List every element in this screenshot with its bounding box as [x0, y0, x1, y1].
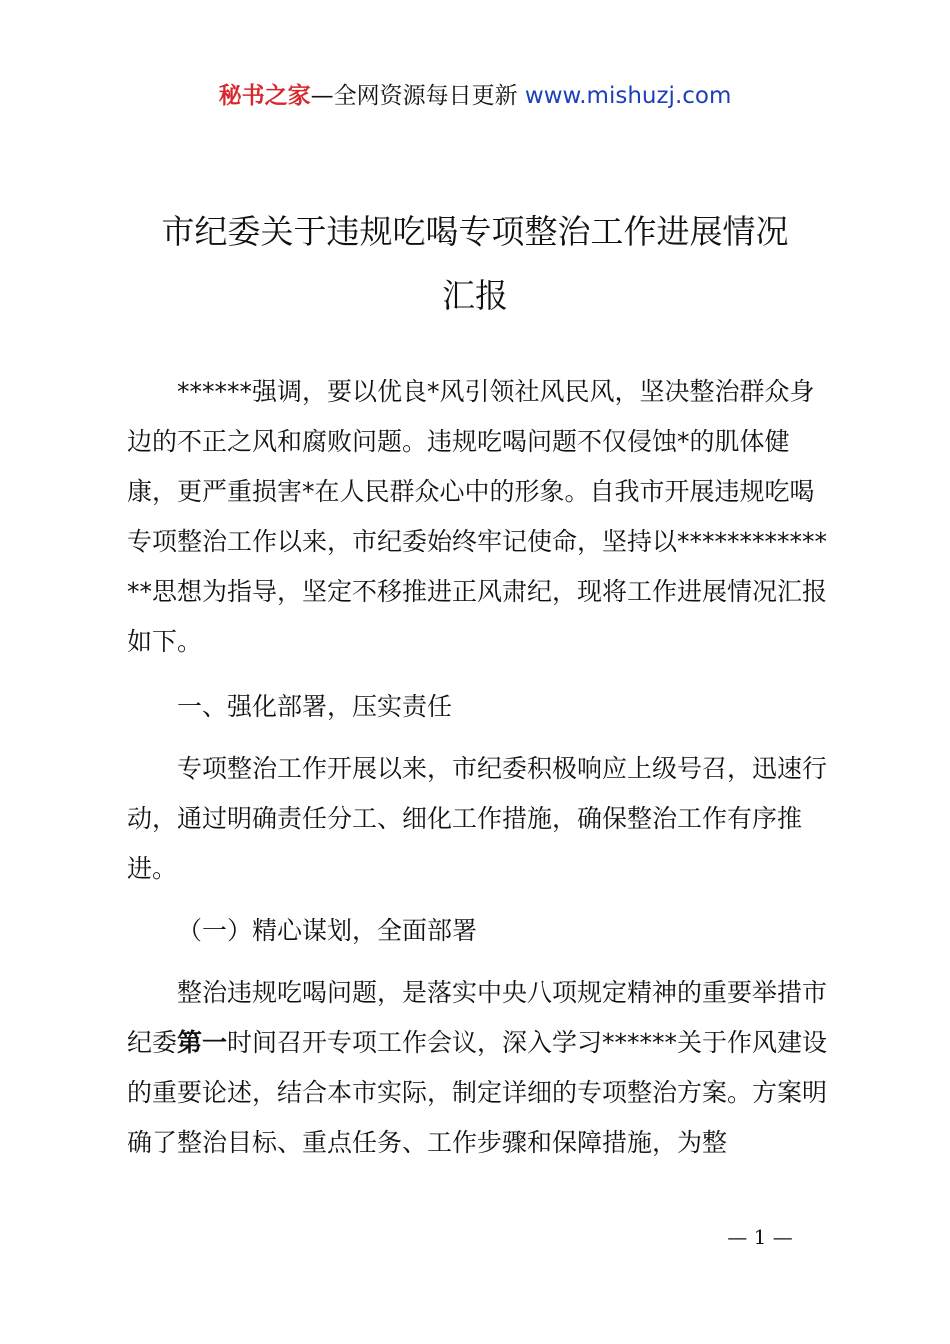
subsection-1-text-a: 整治违规吃喝问题，是落实中央八项规定精神的重要举措市纪委 [127, 978, 828, 1057]
title-line-1: 市纪委关于违规吃喝专项整治工作进展情况 [161, 212, 789, 252]
intro-paragraph: ******强调，要以优良*风引领社风民风，坚决整治群众身边的不正之风和腐败问题。违规吃喝问题不仅侵蚀*的肌体健康，更严重损害*在人民群众心中的形象。自我市开展违规吃喝专项整治工作以来，市纪委始终牢记使命，坚持以**************思想为指导，坚定不移推进正风肃纪，现将工作进展情况汇报如下。 [127, 377, 828, 656]
site-tagline: —全网资源每日更新 [310, 83, 518, 109]
site-brand: 秘书之家 [218, 83, 311, 109]
site-header [0, 80, 950, 112]
section-1-heading: 一、强化部署，压实责任 [177, 692, 453, 721]
subsection-1-text-bold: 第一 [177, 1028, 228, 1057]
section-1-paragraph: 专项整治工作开展以来，市纪委积极响应上级号召，迅速行动，通过明确责任分工、细化工作措施，确保整治工作有序推进。 [127, 754, 828, 883]
site-url-link[interactable]: www.mishuzj.com [524, 83, 732, 109]
page-number: — 1 — [727, 1225, 793, 1249]
document-title [0, 200, 950, 328]
subsection-1-text-b: 时间召开专项工作会议，深入学习******关于作风建设的重要论述，结合本市实际，制定详细的专项整治方案。方案明确了整治目标、重点任务、工作步骤和保障措施，为整 [127, 1028, 828, 1157]
title-line-2: 汇报 [442, 276, 508, 316]
subsection-1-paragraph [127, 968, 837, 1168]
subsection-1-heading: （一）精心谋划，全面部署 [177, 916, 478, 945]
